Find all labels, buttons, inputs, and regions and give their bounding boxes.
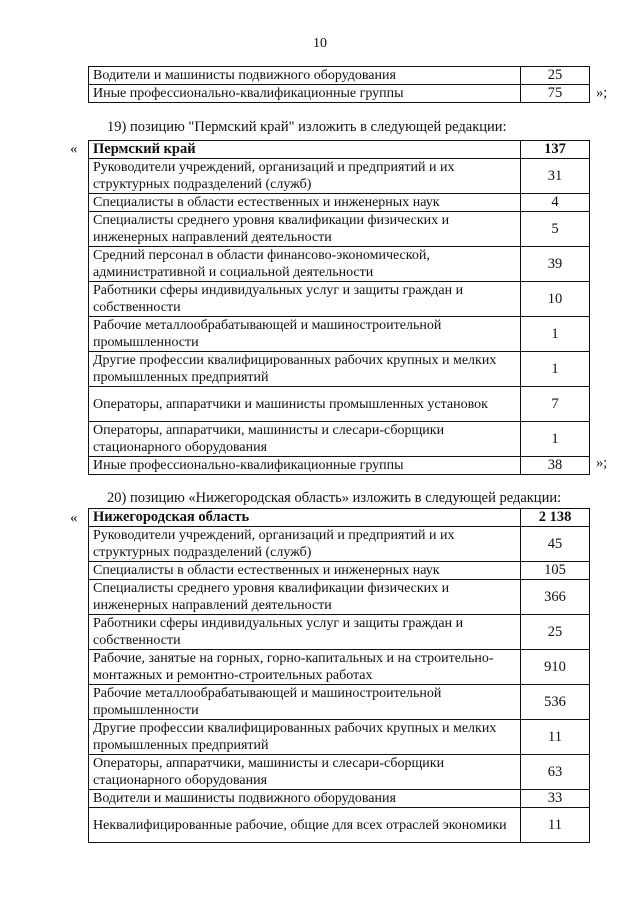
row-value: 1 bbox=[521, 317, 590, 352]
row-label: Водители и машинисты подвижного оборудования bbox=[89, 790, 521, 808]
row-label: Специалисты в области естественных и инженерных наук bbox=[89, 562, 521, 580]
table-row bbox=[89, 457, 590, 475]
row-label: Специалисты среднего уровня квалификации физических и инженерных направлений деятельности bbox=[89, 580, 521, 615]
region-total: 137 bbox=[521, 141, 590, 159]
row-value: 39 bbox=[521, 247, 590, 282]
nizhny-table bbox=[88, 508, 590, 843]
table-row bbox=[89, 194, 590, 212]
page-number: 10 bbox=[313, 36, 327, 51]
row-label: Неквалифицированные рабочие, общие для всех отраслей экономики bbox=[89, 808, 521, 843]
table-row bbox=[89, 755, 590, 790]
row-label: Операторы, аппаратчики, машинисты и слесари-сборщики стационарного оборудования bbox=[89, 755, 521, 790]
row-value: 536 bbox=[521, 685, 590, 720]
table-row bbox=[89, 317, 590, 352]
section-20-intro: 20) позицию «Нижегородская область» изложить в следующей редакции: bbox=[107, 490, 562, 506]
row-value: 11 bbox=[521, 808, 590, 843]
row-value: 33 bbox=[521, 790, 590, 808]
region-total: 2 138 bbox=[521, 509, 590, 527]
row-label: Иные профессионально-квалификационные группы bbox=[89, 85, 521, 103]
closing-quote: »; bbox=[596, 85, 608, 101]
row-value: 105 bbox=[521, 562, 590, 580]
opening-quote: « bbox=[70, 510, 78, 526]
table-row bbox=[89, 685, 590, 720]
table-row bbox=[89, 387, 590, 422]
table-row bbox=[89, 422, 590, 457]
row-value: 11 bbox=[521, 720, 590, 755]
perm-table bbox=[88, 140, 590, 475]
row-label: Операторы, аппаратчики и машинисты промышленных установок bbox=[89, 387, 521, 422]
table-row bbox=[89, 562, 590, 580]
continued-table bbox=[88, 66, 590, 103]
table-row bbox=[89, 808, 590, 843]
row-label: Специалисты среднего уровня квалификации физических и инженерных направлений деятельности bbox=[89, 212, 521, 247]
table-row bbox=[89, 67, 590, 85]
region-name: Нижегородская область bbox=[89, 509, 521, 527]
row-value: 45 bbox=[521, 527, 590, 562]
row-label: Рабочие металлообрабатывающей и машиностроительной промышленности bbox=[89, 685, 521, 720]
row-value: 4 bbox=[521, 194, 590, 212]
table-row bbox=[89, 580, 590, 615]
closing-quote: »; bbox=[596, 455, 608, 471]
row-label: Средний персонал в области финансово-экономической, административной и социальной деятельности bbox=[89, 247, 521, 282]
table-row bbox=[89, 85, 590, 103]
section-19-intro: 19) позицию "Пермский край" изложить в следующей редакции: bbox=[107, 119, 507, 135]
row-label: Рабочие, занятые на горных, горно-капитальных и на строительно-монтажных и ремонтно-строительных работах bbox=[89, 650, 521, 685]
row-label: Рабочие металлообрабатывающей и машиностроительной промышленности bbox=[89, 317, 521, 352]
row-value: 38 bbox=[521, 457, 590, 475]
table-row bbox=[89, 650, 590, 685]
table-header-row bbox=[89, 509, 590, 527]
table-row bbox=[89, 282, 590, 317]
row-label: Руководители учреждений, организаций и предприятий и их структурных подразделений (служб) bbox=[89, 527, 521, 562]
row-value: 25 bbox=[521, 67, 590, 85]
table-row bbox=[89, 352, 590, 387]
row-value: 5 bbox=[521, 212, 590, 247]
row-value: 10 bbox=[521, 282, 590, 317]
row-value: 63 bbox=[521, 755, 590, 790]
table-row bbox=[89, 159, 590, 194]
row-label: Операторы, аппаратчики, машинисты и слесари-сборщики стационарного оборудования bbox=[89, 422, 521, 457]
table-row bbox=[89, 212, 590, 247]
table-row bbox=[89, 527, 590, 562]
row-value: 31 bbox=[521, 159, 590, 194]
row-label: Другие профессии квалифицированных рабочих крупных и мелких промышленных предприятий bbox=[89, 352, 521, 387]
row-value: 75 bbox=[521, 85, 590, 103]
row-label: Иные профессионально-квалификационные группы bbox=[89, 457, 521, 475]
opening-quote: « bbox=[70, 141, 78, 157]
row-label: Специалисты в области естественных и инженерных наук bbox=[89, 194, 521, 212]
row-label: Водители и машинисты подвижного оборудования bbox=[89, 67, 521, 85]
row-value: 910 bbox=[521, 650, 590, 685]
region-name: Пермский край bbox=[89, 141, 521, 159]
row-label: Работники сферы индивидуальных услуг и защиты граждан и собственности bbox=[89, 282, 521, 317]
table-row bbox=[89, 247, 590, 282]
row-label: Другие профессии квалифицированных рабочих крупных и мелких промышленных предприятий bbox=[89, 720, 521, 755]
row-value: 366 bbox=[521, 580, 590, 615]
table-row bbox=[89, 790, 590, 808]
table-header-row bbox=[89, 141, 590, 159]
row-label: Работники сферы индивидуальных услуг и защиты граждан и собственности bbox=[89, 615, 521, 650]
row-label: Руководители учреждений, организаций и предприятий и их структурных подразделений (служб) bbox=[89, 159, 521, 194]
row-value: 25 bbox=[521, 615, 590, 650]
table-row bbox=[89, 720, 590, 755]
row-value: 1 bbox=[521, 352, 590, 387]
table-row bbox=[89, 615, 590, 650]
row-value: 7 bbox=[521, 387, 590, 422]
row-value: 1 bbox=[521, 422, 590, 457]
